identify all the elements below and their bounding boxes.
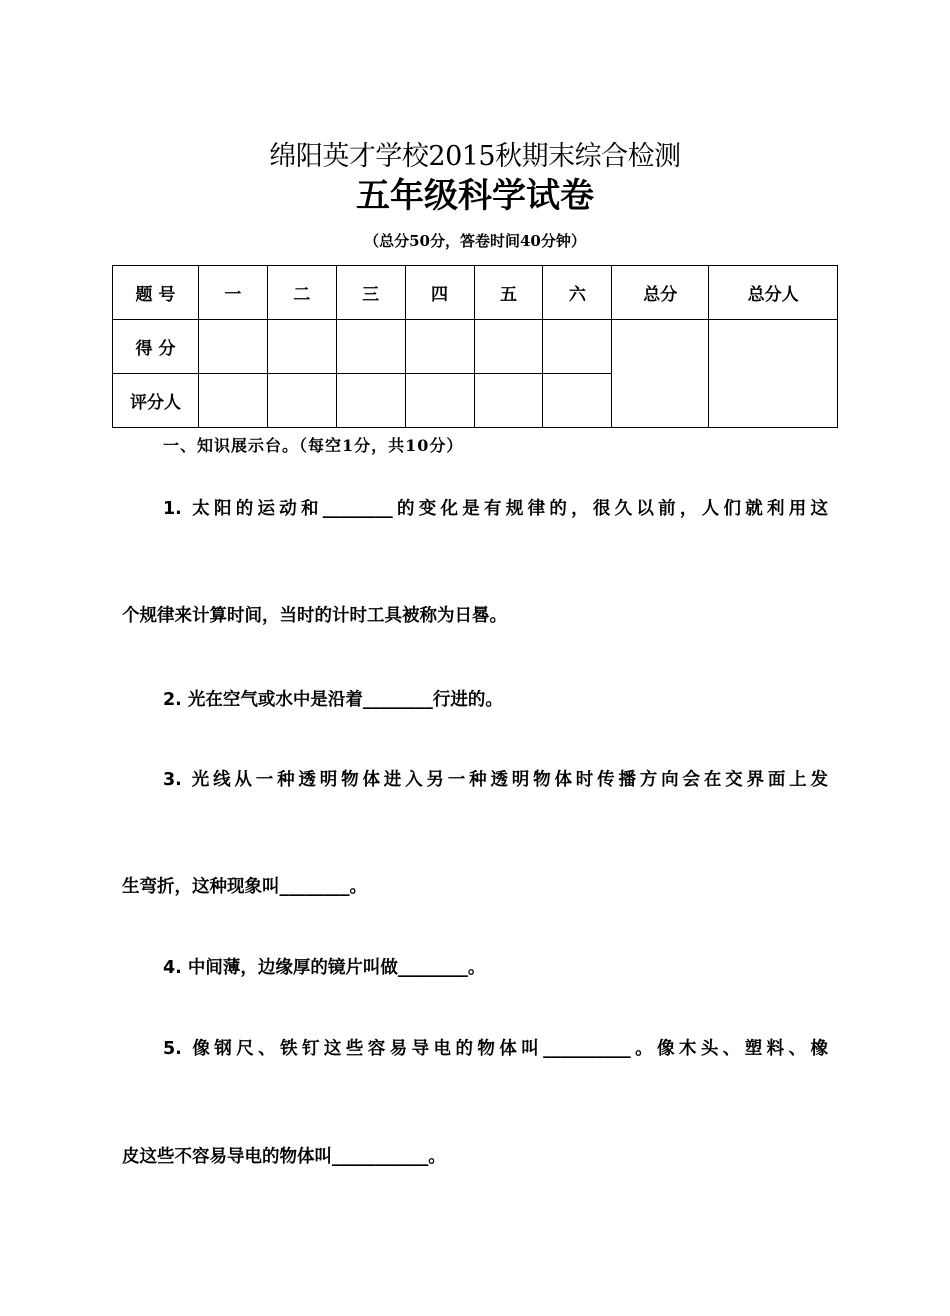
grader-cell	[267, 374, 336, 428]
score-cell	[198, 320, 267, 374]
header-cell-3: 三	[336, 266, 405, 320]
question-line: 皮这些不容易导电的物体叫___________。	[122, 1147, 446, 1167]
question-line: 生弯折，这种现象叫________。	[122, 877, 367, 897]
header-cell-1: 一	[198, 266, 267, 320]
score-row	[113, 320, 838, 374]
header-cell-total: 总分	[612, 266, 709, 320]
section-heading: 一、知识展示台。（每空1分，共10分）	[163, 436, 464, 455]
school-title: 绵阳英才学校2015秋期末综合检测	[269, 141, 681, 172]
total-score-cell	[612, 320, 709, 428]
score-cell	[405, 320, 474, 374]
question-line: 2. 光在空气或水中是沿着________行进的。	[163, 690, 503, 710]
score-row-label: 得 分	[113, 320, 199, 374]
header-cell-6: 六	[543, 266, 612, 320]
score-table	[112, 265, 838, 428]
question-line: 3. 光线从一种透明物体进入另一种透明物体时传播方向会在交界面上发	[163, 770, 828, 790]
grader-row-label: 评分人	[113, 374, 199, 428]
score-cell	[267, 320, 336, 374]
grader-cell	[336, 374, 405, 428]
exam-info: （总分50分，答卷时间40分钟）	[364, 232, 586, 250]
question-line: 个规律来计算时间，当时的计时工具被称为日晷。	[122, 606, 507, 626]
question-line: 1. 太阳的运动和________的变化是有规律的，很久以前，人们就利用这	[163, 499, 828, 519]
header-cell-4: 四	[405, 266, 474, 320]
score-cell	[543, 320, 612, 374]
exam-title: 五年级科学试卷	[356, 176, 594, 216]
grader-cell	[474, 374, 543, 428]
header-cell-5: 五	[474, 266, 543, 320]
question-line: 5. 像钢尺、铁钉这些容易导电的物体叫__________。像木头、塑料、橡	[163, 1039, 828, 1059]
header-cell-2: 二	[267, 266, 336, 320]
header-cell-total-grader: 总分人	[709, 266, 838, 320]
grader-cell	[405, 374, 474, 428]
question-line: 4. 中间薄，边缘厚的镜片叫做________。	[163, 958, 486, 978]
score-cell	[474, 320, 543, 374]
grader-cell	[543, 374, 612, 428]
total-grader-cell	[709, 320, 838, 428]
header-cell-question-no: 题 号	[113, 266, 199, 320]
score-cell	[336, 320, 405, 374]
grader-cell	[198, 374, 267, 428]
table-header-row	[113, 266, 838, 320]
